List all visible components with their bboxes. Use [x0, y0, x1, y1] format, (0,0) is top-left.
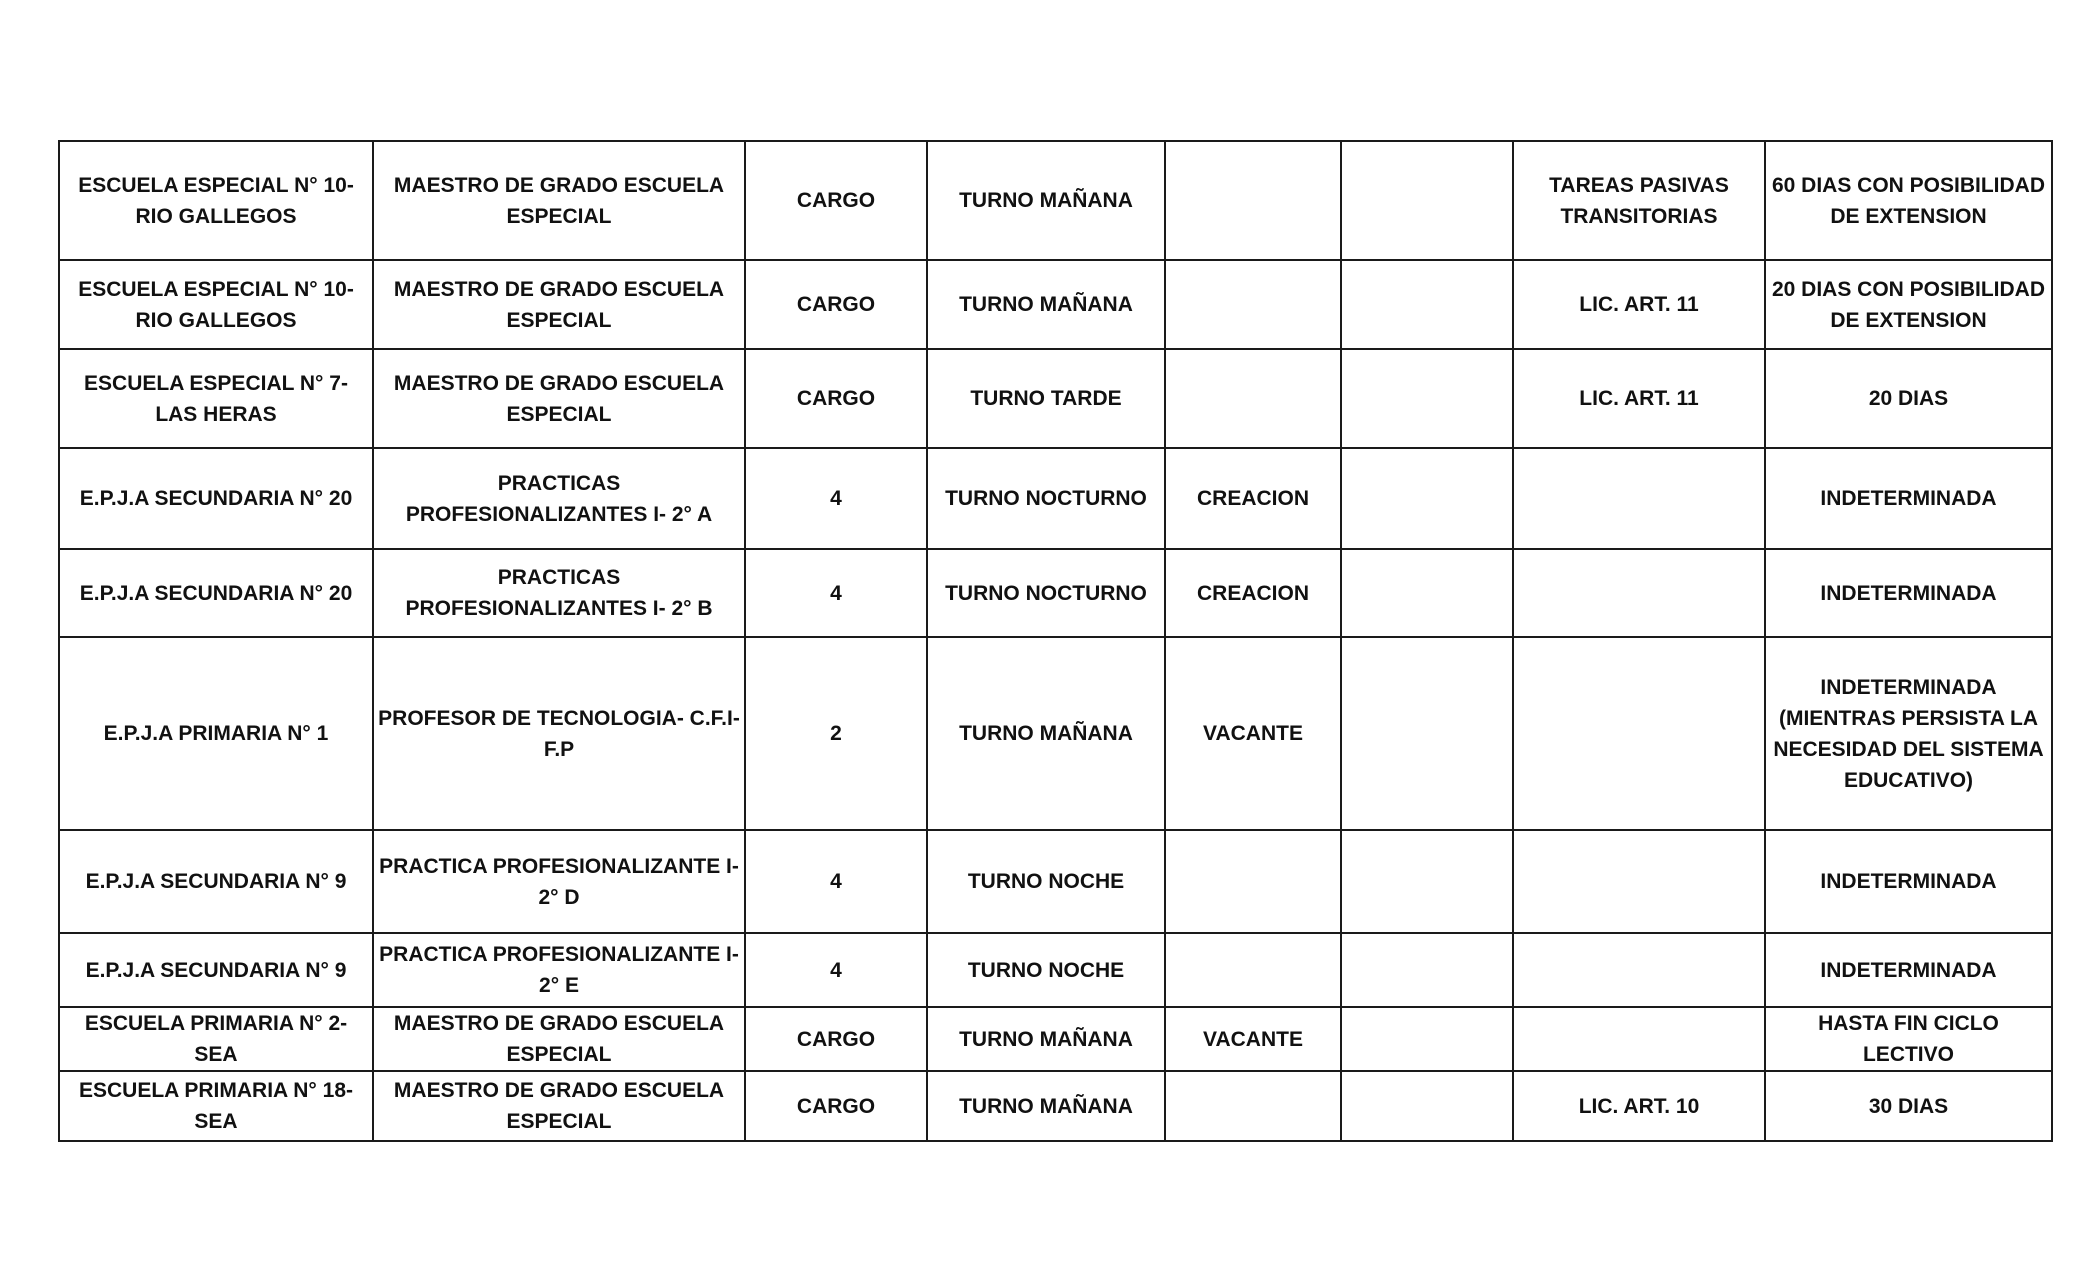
- reason-cell: [1513, 933, 1765, 1007]
- reason-cell: [1513, 549, 1765, 637]
- position-cell: MAESTRO DE GRADO ESCUELA ESPECIAL: [373, 1007, 745, 1071]
- shift-cell: TURNO TARDE: [927, 349, 1165, 448]
- status-cell: [1165, 260, 1341, 349]
- hours-cell: 4: [745, 933, 927, 1007]
- table-row: [59, 637, 2052, 830]
- status-cell: [1165, 1071, 1341, 1141]
- position-cell: PRACTICAS PROFESIONALIZANTES I- 2° B: [373, 549, 745, 637]
- position-cell: PRACTICA PROFESIONALIZANTE I- 2° E: [373, 933, 745, 1007]
- blank-cell: [1341, 260, 1513, 349]
- reason-cell: LIC. ART. 11: [1513, 349, 1765, 448]
- table-row: [59, 349, 2052, 448]
- school-cell: E.P.J.A SECUNDARIA N° 20: [59, 549, 373, 637]
- duration-cell: 20 DIAS: [1765, 349, 2052, 448]
- status-cell: [1165, 830, 1341, 933]
- position-cell: PRACTICAS PROFESIONALIZANTES I- 2° A: [373, 448, 745, 549]
- positions-table: [58, 140, 2053, 1142]
- hours-cell: CARGO: [745, 141, 927, 260]
- table-row: [59, 549, 2052, 637]
- shift-cell: TURNO MAÑANA: [927, 1007, 1165, 1071]
- position-cell: MAESTRO DE GRADO ESCUELA ESPECIAL: [373, 260, 745, 349]
- duration-cell: INDETERMINADA: [1765, 830, 2052, 933]
- shift-cell: TURNO NOCHE: [927, 830, 1165, 933]
- school-cell: ESCUELA PRIMARIA N° 2- SEA: [59, 1007, 373, 1071]
- blank-cell: [1341, 448, 1513, 549]
- shift-cell: TURNO NOCTURNO: [927, 448, 1165, 549]
- table-row: [59, 141, 2052, 260]
- school-cell: ESCUELA ESPECIAL N° 10- RIO GALLEGOS: [59, 141, 373, 260]
- hours-cell: 4: [745, 549, 927, 637]
- hours-cell: CARGO: [745, 1007, 927, 1071]
- table-row: [59, 933, 2052, 1007]
- school-cell: E.P.J.A SECUNDARIA N° 20: [59, 448, 373, 549]
- duration-cell: INDETERMINADA: [1765, 448, 2052, 549]
- table-row: [59, 1071, 2052, 1141]
- duration-cell: HASTA FIN CICLO LECTIVO: [1765, 1007, 2052, 1071]
- hours-cell: CARGO: [745, 260, 927, 349]
- duration-cell: INDETERMINADA (MIENTRAS PERSISTA LA NECESIDAD DEL SISTEMA EDUCATIVO): [1765, 637, 2052, 830]
- school-cell: ESCUELA ESPECIAL N° 10- RIO GALLEGOS: [59, 260, 373, 349]
- table-row: [59, 830, 2052, 933]
- shift-cell: TURNO MAÑANA: [927, 141, 1165, 260]
- shift-cell: TURNO NOCTURNO: [927, 549, 1165, 637]
- table-row: [59, 448, 2052, 549]
- position-cell: PRACTICA PROFESIONALIZANTE I- 2° D: [373, 830, 745, 933]
- school-cell: E.P.J.A SECUNDARIA N° 9: [59, 830, 373, 933]
- reason-cell: [1513, 1007, 1765, 1071]
- hours-cell: 4: [745, 830, 927, 933]
- status-cell: VACANTE: [1165, 1007, 1341, 1071]
- hours-cell: CARGO: [745, 1071, 927, 1141]
- shift-cell: TURNO NOCHE: [927, 933, 1165, 1007]
- hours-cell: 2: [745, 637, 927, 830]
- status-cell: CREACION: [1165, 448, 1341, 549]
- blank-cell: [1341, 1071, 1513, 1141]
- blank-cell: [1341, 141, 1513, 260]
- shift-cell: TURNO MAÑANA: [927, 1071, 1165, 1141]
- position-cell: MAESTRO DE GRADO ESCUELA ESPECIAL: [373, 141, 745, 260]
- reason-cell: [1513, 448, 1765, 549]
- table-row: [59, 260, 2052, 349]
- duration-cell: 30 DIAS: [1765, 1071, 2052, 1141]
- status-cell: [1165, 141, 1341, 260]
- status-cell: CREACION: [1165, 549, 1341, 637]
- reason-cell: LIC. ART. 11: [1513, 260, 1765, 349]
- duration-cell: 20 DIAS CON POSIBILIDAD DE EXTENSION: [1765, 260, 2052, 349]
- reason-cell: [1513, 830, 1765, 933]
- status-cell: VACANTE: [1165, 637, 1341, 830]
- blank-cell: [1341, 637, 1513, 830]
- school-cell: E.P.J.A PRIMARIA N° 1: [59, 637, 373, 830]
- position-cell: MAESTRO DE GRADO ESCUELA ESPECIAL: [373, 349, 745, 448]
- position-cell: MAESTRO DE GRADO ESCUELA ESPECIAL: [373, 1071, 745, 1141]
- reason-cell: [1513, 637, 1765, 830]
- blank-cell: [1341, 1007, 1513, 1071]
- blank-cell: [1341, 830, 1513, 933]
- position-cell: PROFESOR DE TECNOLOGIA- C.F.I- F.P: [373, 637, 745, 830]
- duration-cell: INDETERMINADA: [1765, 933, 2052, 1007]
- hours-cell: CARGO: [745, 349, 927, 448]
- school-cell: ESCUELA PRIMARIA N° 18- SEA: [59, 1071, 373, 1141]
- hours-cell: 4: [745, 448, 927, 549]
- reason-cell: TAREAS PASIVAS TRANSITORIAS: [1513, 141, 1765, 260]
- table-row: [59, 1007, 2052, 1071]
- blank-cell: [1341, 549, 1513, 637]
- status-cell: [1165, 933, 1341, 1007]
- shift-cell: TURNO MAÑANA: [927, 637, 1165, 830]
- blank-cell: [1341, 933, 1513, 1007]
- reason-cell: LIC. ART. 10: [1513, 1071, 1765, 1141]
- school-cell: E.P.J.A SECUNDARIA N° 9: [59, 933, 373, 1007]
- table-body: [59, 141, 2052, 1141]
- shift-cell: TURNO MAÑANA: [927, 260, 1165, 349]
- duration-cell: 60 DIAS CON POSIBILIDAD DE EXTENSION: [1765, 141, 2052, 260]
- duration-cell: INDETERMINADA: [1765, 549, 2052, 637]
- blank-cell: [1341, 349, 1513, 448]
- school-cell: ESCUELA ESPECIAL N° 7- LAS HERAS: [59, 349, 373, 448]
- status-cell: [1165, 349, 1341, 448]
